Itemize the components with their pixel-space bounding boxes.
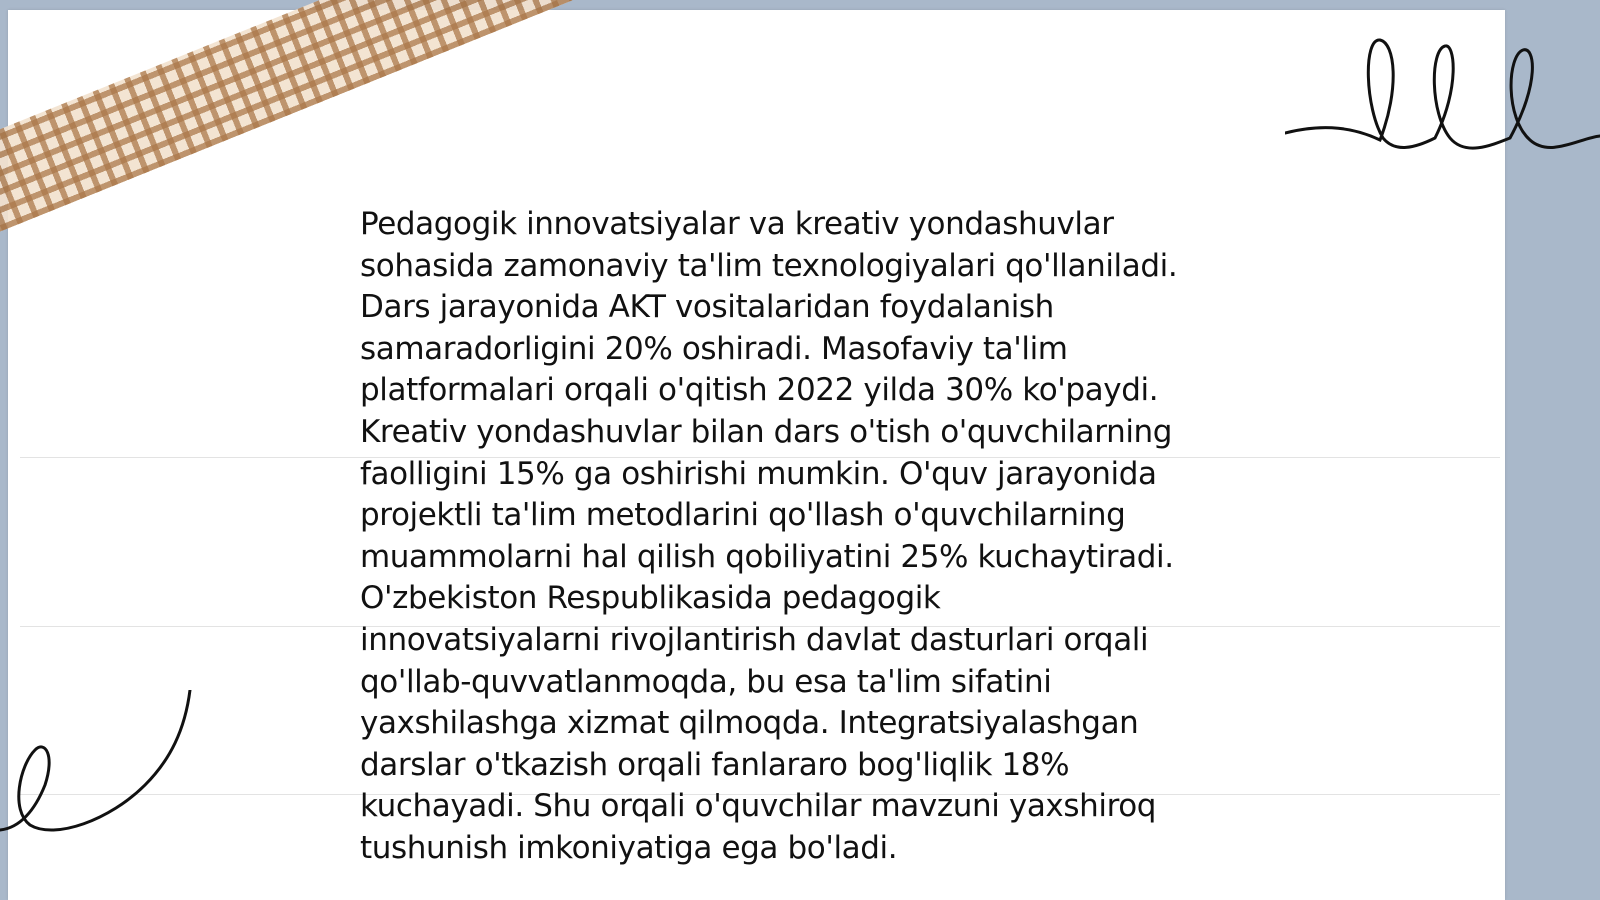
body-paragraph: Pedagogik innovatsiyalar va kreativ yondashuvlar sohasida zamonaviy ta'lim texnologiyalari qo'llaniladi. Dars jarayonida AKT vositalaridan foydalanish samaradorligini 20% oshiradi. Masofaviy ta'lim platformalari orqali o'qitish 2022 yilda 30% ko'paydi. Kreativ yondashuvlar bilan dars o'tish o'quvchilarning faolligini 15% ga oshirishi mumkin. O'quv jarayonida projektli ta'lim metodlarini qo'llash o'quvchilarning muammolarni hal qilish qobiliyatini 25% kuchaytiradi. O'zbekiston Respublikasida pedagogik innovatsiyalarni rivojlantirish davlat dasturlari orqali qo'llab-quvvatlanmoqda, bu esa ta'lim sifatini yaxshilashga xizmat qilmoqda. Integratsiyalashgan darslar o'tkazish orqali fanlararo bog'liqlik 18% kuchayadi. Shu orqali o'quvchilar mavzuni yaxshiroq tushunish imkoniyatiga ega bo'ladi. (360, 206, 1178, 866)
loop-swoosh-icon (0, 690, 200, 850)
loop-scribble-icon (1285, 28, 1600, 168)
